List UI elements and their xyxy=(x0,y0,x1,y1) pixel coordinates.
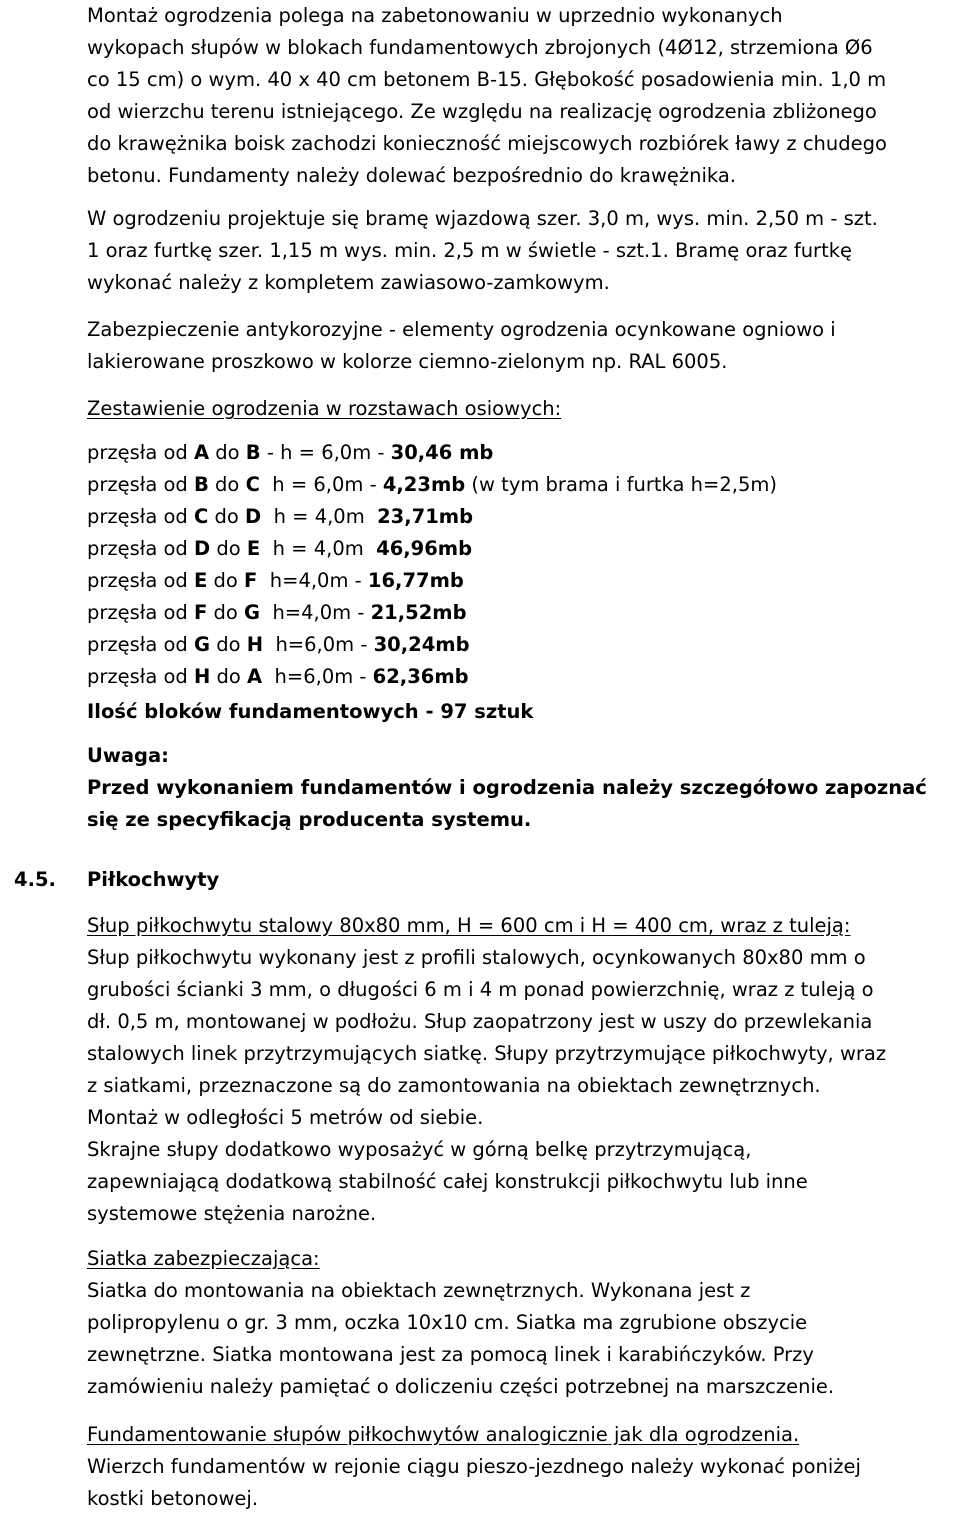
span-mid: do xyxy=(209,441,246,464)
span-from: G xyxy=(193,633,210,656)
text-line: W ogrodzeniu projektuje się bramę wjazdową szer. 3,0 m, wys. min. 2,50 m - szt. xyxy=(87,207,878,230)
paragraph-corrosion xyxy=(87,314,953,378)
span-h: h=6,0m - xyxy=(262,665,373,688)
text-line: wykopach słupów w blokach fundamentowych zbrojonych (4Ø12, strzemiona Ø6 xyxy=(87,36,873,59)
span-from: B xyxy=(193,473,209,496)
span-row xyxy=(87,469,953,501)
span-mid: do xyxy=(210,633,247,656)
span-list xyxy=(87,437,953,693)
span-from: F xyxy=(193,601,208,624)
span-h: h=6,0m - xyxy=(263,633,374,656)
post-section xyxy=(87,910,953,1230)
span-from: A xyxy=(193,441,210,464)
foundation-section xyxy=(87,1419,953,1515)
span-pre: przęsła od xyxy=(87,441,194,464)
span-pre: przęsła od xyxy=(87,473,194,496)
text-line: kostki betonowej. xyxy=(87,1487,259,1510)
text-line: betonu. Fundamenty należy dolewać bezpośrednio do krawężnika. xyxy=(87,164,737,187)
note-line: Przed wykonaniem fundamentów i ogrodzenia należy szczegółowo zapoznać xyxy=(87,776,927,799)
span-pre: przęsła od xyxy=(87,601,194,624)
span-from: E xyxy=(193,569,208,592)
span-mid: do xyxy=(208,505,246,528)
text-line: grubości ścianki 3 mm, o długości 6 m i 4 m ponad powierzchnię, wraz z tuleją o xyxy=(87,978,874,1001)
text-line: lakierowane proszkowo w kolorze ciemno-zielonym np. RAL 6005. xyxy=(87,350,728,373)
section-number: 4.5. xyxy=(14,868,56,891)
text-line: Siatka do montowania na obiektach zewnętrznych. Wykonana jest z xyxy=(87,1279,751,1302)
span-to: F xyxy=(244,569,258,592)
paragraph-foundation xyxy=(87,0,953,192)
text-line: zamówieniu należy pamiętać o doliczeniu części potrzebnej na marszczenie. xyxy=(87,1375,835,1398)
note-block xyxy=(87,740,953,836)
net-heading: Siatka zabezpieczająca: xyxy=(87,1247,320,1270)
span-len: 46,96mb xyxy=(376,537,473,560)
span-h: h = 6,0m - xyxy=(259,473,383,496)
span-mid: do xyxy=(207,569,245,592)
span-h: h = 4,0m xyxy=(261,505,378,528)
span-from: D xyxy=(193,537,211,560)
text-line: od wierzchu terenu istniejącego. Ze względu na realizację ogrodzenia zbliżonego xyxy=(87,100,877,123)
span-h: h=4,0m - xyxy=(257,569,368,592)
span-to: B xyxy=(245,441,261,464)
span-len: 23,71mb xyxy=(377,505,474,528)
text-line: zapewniającą dodatkową stabilność całej konstrukcji piłkochwytu lub inne xyxy=(87,1170,808,1193)
span-row xyxy=(87,533,953,565)
span-row xyxy=(87,501,953,533)
text-line: wykonać należy z kompletem zawiasowo-zamkowym. xyxy=(87,271,610,294)
span-len: 16,77mb xyxy=(367,569,464,592)
text-line: polipropylenu o gr. 3 mm, oczka 10x10 cm. Siatka ma zgrubione obszycie xyxy=(87,1311,808,1334)
text-line: stalowych linek przytrzymujących siatkę. Słupy przytrzymujące piłkochwyty, wraz xyxy=(87,1042,887,1065)
heading-text: Zestawienie ogrodzenia w rozstawach osiowych: xyxy=(87,397,562,420)
span-to: G xyxy=(244,601,261,624)
section-title: Piłkochwyty xyxy=(87,868,220,891)
text-line: 1 oraz furtkę szer. 1,15 m wys. min. 2,5 m w świetle - szt.1. Bramę oraz furtkę xyxy=(87,239,853,262)
span-to: H xyxy=(246,633,264,656)
span-h: h=4,0m - xyxy=(260,601,371,624)
text-line: z siatkami, przeznaczone są do zamontowania na obiektach zewnętrznych. xyxy=(87,1074,821,1097)
span-post: (w tym brama i furtka h=2,5m) xyxy=(465,473,777,496)
text-line: Słup piłkochwytu wykonany jest z profili stalowych, ocynkowanych 80x80 mm o xyxy=(87,946,866,969)
text-line: co 15 cm) o wym. 40 x 40 cm betonem B-15. Głębokość posadowienia min. 1,0 m xyxy=(87,68,887,91)
span-pre: przęsła od xyxy=(87,569,194,592)
span-to: E xyxy=(246,537,261,560)
text-line: zewnętrzne. Siatka montowana jest za pomocą linek i karabińczyków. Przy xyxy=(87,1343,814,1366)
span-h: h = 4,0m xyxy=(260,537,377,560)
span-row xyxy=(87,629,953,661)
span-mid: do xyxy=(210,665,248,688)
span-pre: przęsła od xyxy=(87,537,194,560)
paragraph-gate xyxy=(87,203,953,299)
zestawienie-heading xyxy=(87,393,953,425)
span-len: 4,23mb xyxy=(382,473,466,496)
span-len: 30,24mb xyxy=(373,633,470,656)
span-pre: przęsła od xyxy=(87,505,194,528)
note-label: Uwaga: xyxy=(87,744,169,767)
text-line: dł. 0,5 m, montowanej w podłożu. Słup zaopatrzony jest w uszy do przewlekania xyxy=(87,1010,873,1033)
span-mid: do xyxy=(207,601,245,624)
span-row xyxy=(87,597,953,629)
text-line: do krawężnika boisk zachodzi konieczność miejscowych rozbiórek ławy z chudego xyxy=(87,132,887,155)
blocks-count-text: Ilość bloków fundamentowych - 97 sztuk xyxy=(87,700,534,723)
text-line: Wierzch fundamentów w rejonie ciągu pieszo-jezdnego należy wykonać poniżej xyxy=(87,1455,861,1478)
span-pre: przęsła od xyxy=(87,665,194,688)
span-len: 62,36mb xyxy=(372,665,469,688)
span-mid: do xyxy=(208,473,246,496)
span-pre: przęsła od xyxy=(87,633,194,656)
span-to: D xyxy=(245,505,262,528)
text-line: systemowe stężenia narożne. xyxy=(87,1202,377,1225)
span-len: 30,46 mb xyxy=(390,441,494,464)
span-from: C xyxy=(193,505,209,528)
net-section xyxy=(87,1243,953,1403)
span-row xyxy=(87,661,953,693)
text-line: Skrajne słupy dodatkowo wyposażyć w górną belkę przytrzymującą, xyxy=(87,1138,752,1161)
post-heading: Słup piłkochwytu stalowy 80x80 mm, H = 600 cm i H = 400 cm, wraz z tuleją: xyxy=(87,914,851,937)
span-from: H xyxy=(193,665,211,688)
blocks-count xyxy=(87,696,953,728)
text-line: Zabezpieczenie antykorozyjne - elementy ogrodzenia ocynkowane ogniowo i xyxy=(87,318,836,341)
note-line: się ze specyfikacją producenta systemu. xyxy=(87,808,532,831)
text-line: Montaż w odległości 5 metrów od siebie. xyxy=(87,1106,484,1129)
span-h: - h = 6,0m - xyxy=(260,441,391,464)
span-len: 21,52mb xyxy=(370,601,467,624)
foundation-heading: Fundamentowanie słupów piłkochwytów analogicznie jak dla ogrodzenia. xyxy=(87,1423,800,1446)
span-row xyxy=(87,565,953,597)
text-line: Montaż ogrodzenia polega na zabetonowaniu w uprzednio wykonanych xyxy=(87,4,783,27)
span-to: C xyxy=(245,473,260,496)
span-mid: do xyxy=(210,537,247,560)
span-to: A xyxy=(247,665,263,688)
span-row xyxy=(87,437,953,469)
